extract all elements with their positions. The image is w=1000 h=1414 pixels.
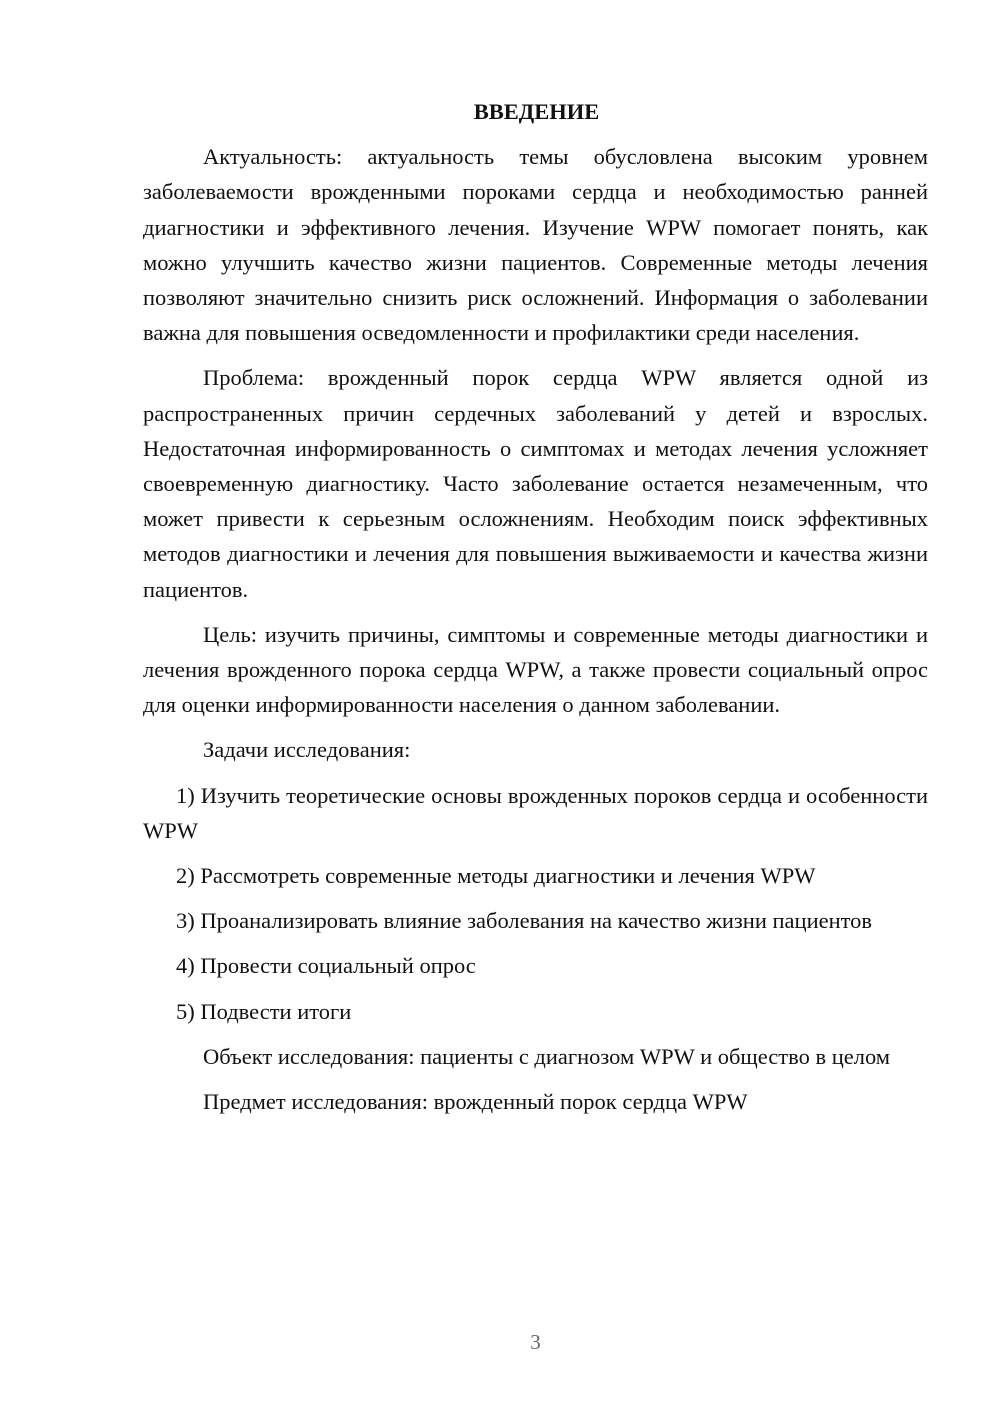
task-item-5: 5) Подвести итоги bbox=[176, 998, 352, 1024]
tasks-heading: Задачи исследования: bbox=[203, 737, 411, 763]
goal-paragraph: Цель: изучить причины, симптомы и современные методы диагностики и лечения врожденного порока сердца WPW, а также провести социальный опрос для оценки информированности населения о данном заболевании. bbox=[143, 621, 928, 718]
page-content bbox=[143, 94, 928, 1129]
task-item-2: 2) Рассмотреть современные методы диагностики и лечения WPW bbox=[176, 863, 816, 889]
task-item-4: 4) Провести социальный опрос bbox=[176, 953, 476, 979]
research-subject-paragraph: Предмет исследования: врожденный порок сердца WPW bbox=[203, 1089, 748, 1115]
page-number: 3 bbox=[530, 1330, 541, 1354]
task-item-1: 1) Изучить теоретические основы врожденных пороков сердца и особенности WPW bbox=[143, 782, 928, 843]
relevance-paragraph: Актуальность: актуальность темы обусловлена высоким уровнем заболеваемости врожденными пороками сердца и необходимостью ранней диагностики и эффективного лечения. Изучение WPW помогает понять, как можно улучшить качество жизни пациентов. Современные методы лечения позволяют значительно снизить риск осложнений. Информация о заболевании важна для повышения осведомленности и профилактики среди населения. bbox=[143, 144, 928, 346]
task-item-3: 3) Проанализировать влияние заболевания на качество жизни пациентов bbox=[176, 908, 873, 934]
research-object-paragraph: Объект исследования: пациенты с диагнозом WPW и общество в целом bbox=[203, 1043, 891, 1069]
problem-paragraph: Проблема: врожденный порок сердца WPW является одной из распространенных причин сердечных заболеваний у детей и взрослых. Недостаточная информированность о симптомах и методах лечения усложняет своевременную диагностику. Часто заболевание остается незамеченным, что может привести к серьезным осложнениям. Необходим поиск эффективных методов диагностики и лечения для повышения выживаемости и качества жизни пациентов. bbox=[143, 365, 928, 602]
page-title: ВВЕДЕНИЕ bbox=[473, 99, 600, 124]
